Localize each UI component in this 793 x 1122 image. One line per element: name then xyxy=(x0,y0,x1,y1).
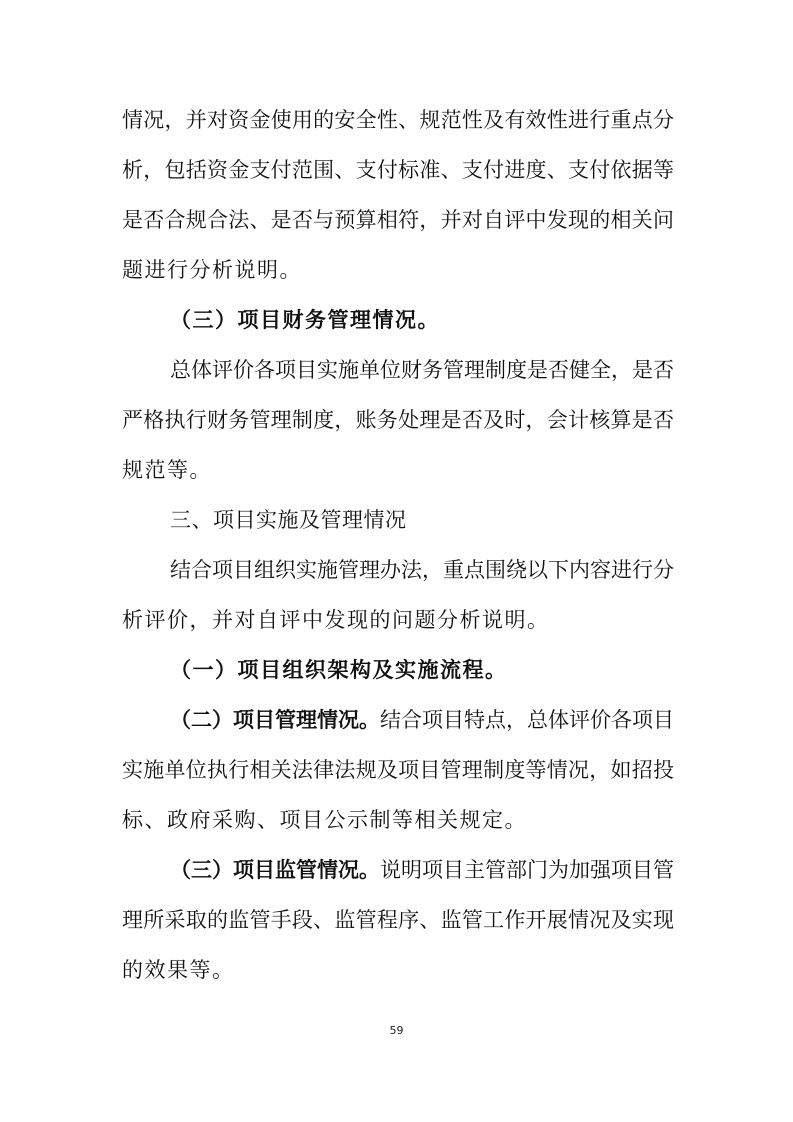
paragraph-line: 析，包括资金支付范围、支付标准、支付进度、支付依据等 xyxy=(122,158,674,182)
paragraph-line: 析评价，并对自评中发现的问题分析说明。 xyxy=(122,608,550,632)
paragraph-line: 题进行分析说明。 xyxy=(122,258,302,282)
paragraph-text: 说明项目主管部门为加强项目管 xyxy=(380,858,674,882)
paragraph-line: 理所采取的监管手段、监管程序、监管工作开展情况及实现 xyxy=(122,908,674,932)
paragraph-line: 是否合规合法、是否与预算相符，并对自评中发现的相关问 xyxy=(122,208,674,232)
subheading-supervise: （三）项目监管情况。 xyxy=(170,857,380,882)
paragraph-line: 严格执行财务管理制度，账务处理是否及时，会计核算是否 xyxy=(122,408,674,432)
paragraph-line: 的效果等。 xyxy=(122,958,235,982)
subheading-finance: （三）项目财务管理情况。 xyxy=(170,307,440,332)
paragraph-line: 实施单位执行相关法律法规及项目管理制度等情况，如招投 xyxy=(122,758,674,782)
subheading-org: （一）项目组织架构及实施流程。 xyxy=(170,657,508,682)
paragraph-line: 规范等。 xyxy=(122,458,212,482)
paragraph-text: 结合项目特点，总体评价各项目 xyxy=(380,708,674,732)
paragraph-line-supervise xyxy=(170,856,674,886)
paragraph-line: 标、政府采购、项目公示制等相关规定。 xyxy=(122,808,527,832)
paragraph-line: 结合项目组织实施管理办法，重点围绕以下内容进行分 xyxy=(170,558,674,582)
subheading-mgmt: （二）项目管理情况。 xyxy=(170,707,380,732)
page-number: 59 xyxy=(389,1024,404,1037)
paragraph-line: 情况，并对资金使用的安全性、规范性及有效性进行重点分 xyxy=(122,108,674,132)
paragraph-line: 总体评价各项目实施单位财务管理制度是否健全，是否 xyxy=(170,358,674,382)
section-heading-3: 三、项目实施及管理情况 xyxy=(170,508,407,532)
paragraph-line-mgmt xyxy=(170,706,674,736)
